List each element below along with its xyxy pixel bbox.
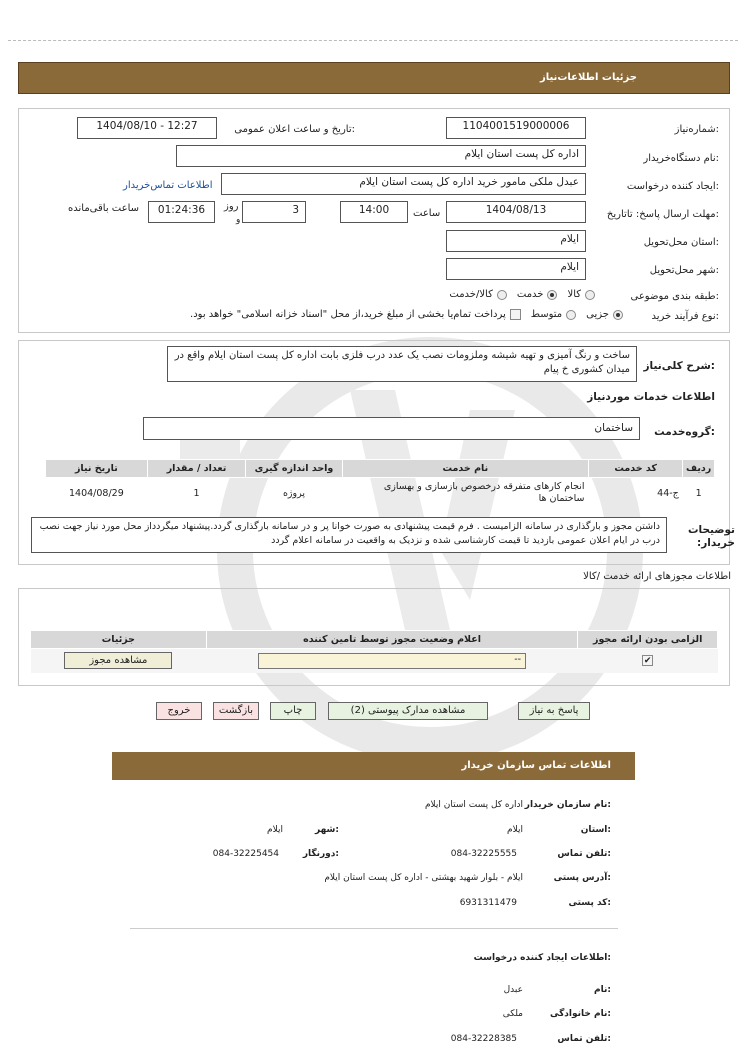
last-name-value: ملکی [502, 1009, 523, 1019]
days-field: 3 [242, 201, 306, 223]
phone-value: 084-32225555 [450, 849, 517, 859]
buyer-contact-link[interactable]: اطلاعات تماس‌خریدار [123, 180, 213, 191]
col-date: تاریخ نیاز [46, 460, 148, 478]
and-label: و [236, 215, 241, 225]
page-header [18, 62, 730, 94]
cell-unit: پروژه [282, 487, 305, 499]
hour-label: ساعت [413, 208, 441, 219]
category-radio-group [449, 289, 595, 300]
announce-label: تاریخ و ساعت اعلان عمومی: [234, 124, 355, 135]
services-table-header [46, 460, 715, 478]
buyer-notes-text: داشتن مجوز و بارگذاری در سامانه الزامیست . فرم قیمت پیشنهادی به صورت خوانا پر و در سامانه بارگذاری گردد.پیشنهاد میگردداز محل مورد نیاز جهت نصب درب در ایام اعلان عمومی بازدید تا قیمت کارشناسی شده و نزدیک به واقعیت در سامانه اعلام گردد [31, 517, 667, 553]
radio-minor[interactable] [613, 310, 623, 320]
deadline-time-field: 14:00 [340, 201, 408, 223]
city-field: ایلام [446, 258, 586, 280]
contact-header [112, 752, 635, 780]
process-option-minor[interactable]: جزیی [586, 309, 623, 320]
description-text: ساخت و رنگ آمیزی و تهیه شیشه وملزومات نصب یک عدد درب فلزی بابت اداره کل پست استان ایلام واقع در میدان کشوری خ پیام [167, 346, 637, 382]
cell-row: 1 [695, 487, 702, 499]
cell-name: انجام کارهای متفرقه درخصوص بازسازی و بهسازی ساختمان ها [383, 481, 585, 504]
permits-heading: اطلاعات مجوزهای ارائه خدمت /کالا [583, 571, 731, 582]
top-divider [8, 40, 738, 41]
radio-medium[interactable] [566, 310, 576, 320]
creator-phone-label: تلفن تماس: [557, 1034, 611, 1044]
need-number-field: 1104001519000006 [446, 117, 586, 139]
buyer-notes-label: توضیحات خریدار: [687, 524, 735, 549]
creator-field: عبدل ملکی مامور خرید اداره کل پست استان ایلام [221, 173, 586, 195]
permit-status-cell [206, 649, 578, 673]
postal-code-label: کد پستی: [568, 898, 611, 908]
table-row [46, 478, 715, 509]
permit-required-cell [578, 649, 718, 673]
col-permit-details: جزئیات [31, 631, 207, 649]
phone-label: تلفن تماس: [557, 849, 611, 859]
cell-date: 1404/08/29 [68, 487, 124, 499]
treasury-checkbox[interactable] [510, 309, 521, 320]
permit-details-cell [31, 649, 207, 673]
permit-required-checkbox[interactable]: ✔ [643, 656, 652, 667]
address-label: آدرس پستی: [553, 873, 611, 883]
contact-heading: اطلاعات تماس سازمان خریدار [461, 760, 611, 771]
province-label: استان محل‌تحویل: [643, 237, 719, 248]
view-permit-button[interactable]: مشاهده مجوز [64, 652, 172, 669]
announce-datetime-field: 1404/08/10 - 12:27 [77, 117, 217, 139]
buyer-org-field: اداره کل پست استان ایلام [176, 145, 586, 167]
radio-goods-service[interactable] [497, 290, 507, 300]
creator-info-heading: اطلاعات ایجاد کننده درخواست: [473, 953, 611, 963]
cell-code: ج-44 [657, 487, 679, 499]
permits-table [30, 630, 718, 673]
org-name-label: نام سازمان خریدار: [524, 800, 611, 810]
province-contact-label: استان: [580, 825, 611, 835]
category-option-service[interactable]: خدمت [517, 289, 558, 300]
col-code: کد خدمت [588, 460, 682, 478]
deadline-date-field: 1404/08/13 [446, 201, 586, 223]
category-label: طبقه بندی موضوعی: [630, 291, 719, 302]
service-group-label: گروه‌خدمت: [654, 426, 715, 438]
creator-phone-value: 084-32228385 [450, 1034, 517, 1044]
col-permit-status: اعلام وضعیت مجوز توسط تامین کننده [206, 631, 578, 649]
category-option-both[interactable]: کالا/خدمت [449, 289, 507, 300]
creator-label: ایجاد کننده درخواست: [626, 181, 719, 192]
postal-code-value: 6931311479 [459, 898, 517, 908]
radio-goods[interactable] [585, 290, 595, 300]
first-name-label: نام: [594, 985, 611, 995]
city-contact-value: ایلام [267, 825, 283, 835]
remaining-time-field: 01:24:36 [148, 201, 215, 223]
reply-button[interactable]: پاسخ به نیاز [518, 702, 590, 720]
fax-value: 084-32225454 [212, 849, 279, 859]
col-name: نام خدمت [342, 460, 588, 478]
process-option-medium[interactable]: متوسط [531, 309, 576, 320]
category-option-goods[interactable]: کالا [567, 289, 595, 300]
services-table [45, 459, 715, 508]
cell-qty: 1 [193, 487, 200, 499]
col-permit-required: الزامی بودن ارائه مجوز [578, 631, 718, 649]
days-label: روز [224, 201, 239, 212]
last-name-label: نام خانوادگی: [549, 1009, 611, 1019]
province-contact-value: ایلام [507, 825, 523, 835]
remaining-label: ساعت باقی‌مانده [68, 203, 140, 214]
buyer-org-label: نام دستگاه‌خریدار: [643, 153, 719, 164]
permit-status-field[interactable]: -- [258, 653, 526, 669]
first-name-value: عبدل [503, 985, 523, 995]
process-label: نوع فرآیند خرید: [651, 311, 719, 322]
city-contact-label: شهر: [315, 825, 339, 835]
back-button[interactable]: بازگشت [213, 702, 259, 720]
treasury-payment-option[interactable]: پرداخت تمام‌یا بخشی از مبلغ خرید،از محل "اسناد خزانه اسلامی" خواهد بود. [190, 309, 521, 320]
page-title: جزئیات اطلاعات‌نیاز [540, 72, 637, 83]
permits-table-header [31, 631, 718, 649]
col-unit: واحد اندازه گیری [246, 460, 342, 478]
org-name-value: اداره کل پست استان ایلام [424, 800, 523, 810]
service-group-field: ساختمان [143, 417, 640, 440]
fax-label: دورنگار: [302, 849, 339, 859]
radio-service[interactable] [547, 290, 557, 300]
process-radio-group [190, 309, 623, 320]
table-row [31, 649, 718, 673]
address-value: ایلام - بلوار شهید بهشتی - اداره کل پست استان ایلام [324, 873, 523, 883]
print-button[interactable]: چاپ [270, 702, 316, 720]
col-qty: تعداد / مقدار [147, 460, 246, 478]
province-field: ایلام [446, 230, 586, 252]
attachments-button[interactable]: مشاهده مدارک پیوستی (2) [328, 702, 488, 720]
services-heading: اطلاعات خدمات موردنیاز [587, 391, 715, 403]
deadline-label: مهلت ارسال پاسخ: تاتاریخ: [606, 209, 719, 220]
need-number-label: شماره‌نیاز: [674, 124, 719, 135]
city-label: شهر محل‌تحویل: [649, 265, 719, 276]
exit-button[interactable]: خروج [156, 702, 202, 720]
contact-divider [130, 928, 618, 929]
description-label: شرح کلی‌نیاز: [643, 360, 715, 372]
col-row: ردیف [683, 460, 715, 478]
